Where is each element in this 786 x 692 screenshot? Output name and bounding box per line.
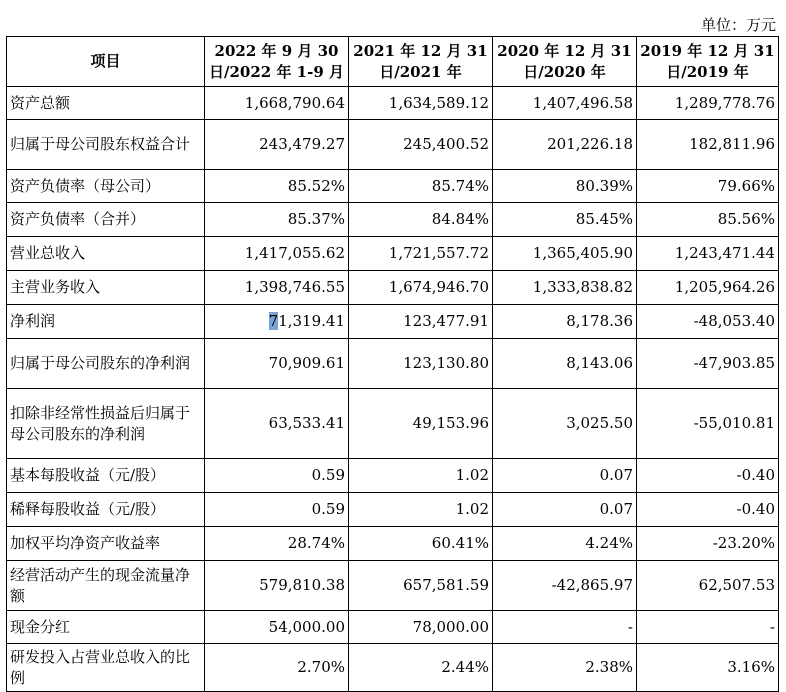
cell-value: 8,178.36 <box>493 305 637 339</box>
row-label: 归属于母公司股东的净利润 <box>7 339 205 389</box>
cell-value: 1,674,946.70 <box>349 271 493 305</box>
table-row <box>7 339 779 389</box>
cell-value: 579,810.38 <box>205 561 349 611</box>
cell-value: 1,398,746.55 <box>205 271 349 305</box>
cell-value: 80.39% <box>493 170 637 203</box>
row-label: 研发投入占营业总收入的比例 <box>7 644 205 692</box>
cell-value: 2.70% <box>205 644 349 692</box>
cell-value: 2.44% <box>349 644 493 692</box>
cell-value: -0.40 <box>637 459 779 493</box>
row-label: 经营活动产生的现金流量净额 <box>7 561 205 611</box>
table-row <box>7 305 779 339</box>
row-label: 扣除非经常性损益后归属于母公司股东的净利润 <box>7 389 205 459</box>
table-row <box>7 120 779 170</box>
cell-value: 1,289,778.76 <box>637 87 779 120</box>
cell-value: 1,721,557.72 <box>349 237 493 271</box>
cell-value: 4.24% <box>493 527 637 561</box>
table-row <box>7 459 779 493</box>
table-row <box>7 271 779 305</box>
cell-value: 1,407,496.58 <box>493 87 637 120</box>
cell-value: 245,400.52 <box>349 120 493 170</box>
cell-value: 3,025.50 <box>493 389 637 459</box>
cell-value: 49,153.96 <box>349 389 493 459</box>
table-row <box>7 611 779 644</box>
table-row <box>7 87 779 120</box>
cell-value: 79.66% <box>637 170 779 203</box>
cell-value: 0.59 <box>205 459 349 493</box>
unit-label: 单位：万元 <box>700 16 776 34</box>
header-col2: 2021 年 12 月 31 日/2021 年 <box>349 37 493 87</box>
row-label: 净利润 <box>7 305 205 339</box>
cell-value: 63,533.41 <box>205 389 349 459</box>
row-label: 基本每股收益（元/股） <box>7 459 205 493</box>
table-row <box>7 389 779 459</box>
cell-value: 70,909.61 <box>205 339 349 389</box>
cell-value: 0.07 <box>493 493 637 527</box>
row-label: 归属于母公司股东权益合计 <box>7 120 205 170</box>
table-row <box>7 237 779 271</box>
table-row <box>7 493 779 527</box>
cell-value: 28.74% <box>205 527 349 561</box>
cell-value: 3.16% <box>637 644 779 692</box>
cell-value: 1,333,838.82 <box>493 271 637 305</box>
cell-value: 1.02 <box>349 493 493 527</box>
cell-value: 123,477.91 <box>349 305 493 339</box>
cell-value: -55,010.81 <box>637 389 779 459</box>
cell-value: 1,668,790.64 <box>205 87 349 120</box>
cell-value: 54,000.00 <box>205 611 349 644</box>
cell-value: 2.38% <box>493 644 637 692</box>
row-label: 稀释每股收益（元/股） <box>7 493 205 527</box>
cell-value: 84.84% <box>349 203 493 237</box>
cell-value: 1,205,964.26 <box>637 271 779 305</box>
row-label: 资产总额 <box>7 87 205 120</box>
cell-value: 60.41% <box>349 527 493 561</box>
cell-value: 0.07 <box>493 459 637 493</box>
header-item: 项目 <box>7 37 205 87</box>
cell-value: -48,053.40 <box>637 305 779 339</box>
cell-value: -42,865.97 <box>493 561 637 611</box>
cell-value: 85.52% <box>205 170 349 203</box>
cell-value: -47,903.85 <box>637 339 779 389</box>
cell-value: 1.02 <box>349 459 493 493</box>
cell-value: 182,811.96 <box>637 120 779 170</box>
cell-value: 62,507.53 <box>637 561 779 611</box>
row-label: 营业总收入 <box>7 237 205 271</box>
cell-value: 1,634,589.12 <box>349 87 493 120</box>
header-col1: 2022 年 9 月 30 日/2022 年 1-9 月 <box>205 37 349 87</box>
table-row <box>7 527 779 561</box>
text-selection-highlight: 7 <box>268 312 279 330</box>
cell-value[interactable] <box>205 305 349 339</box>
cell-value: 0.59 <box>205 493 349 527</box>
cell-value: 78,000.00 <box>349 611 493 644</box>
table-row <box>7 170 779 203</box>
cell-value: - <box>637 611 779 644</box>
row-label: 资产负债率（合并） <box>7 203 205 237</box>
cell-value: 1,365,405.90 <box>493 237 637 271</box>
cell-value: -23.20% <box>637 527 779 561</box>
table-header-row <box>7 37 779 87</box>
cell-value: 85.45% <box>493 203 637 237</box>
table-row <box>7 561 779 611</box>
cell-value: - <box>493 611 637 644</box>
cell-value: 657,581.59 <box>349 561 493 611</box>
cell-value: 85.37% <box>205 203 349 237</box>
cell-value: 243,479.27 <box>205 120 349 170</box>
table-row <box>7 644 779 692</box>
header-col3: 2020 年 12 月 31 日/2020 年 <box>493 37 637 87</box>
row-label: 资产负债率（母公司） <box>7 170 205 203</box>
cell-value: 85.74% <box>349 170 493 203</box>
cell-value: 123,130.80 <box>349 339 493 389</box>
financial-table <box>6 36 779 692</box>
row-label: 现金分红 <box>7 611 205 644</box>
cell-value: -0.40 <box>637 493 779 527</box>
row-label: 加权平均净资产收益率 <box>7 527 205 561</box>
row-label: 主营业务收入 <box>7 271 205 305</box>
cell-value: 201,226.18 <box>493 120 637 170</box>
table-row <box>7 203 779 237</box>
cell-value: 85.56% <box>637 203 779 237</box>
header-col4: 2019 年 12 月 31 日/2019 年 <box>637 37 779 87</box>
cell-value: 8,143.06 <box>493 339 637 389</box>
cell-value-rest: 1,319.41 <box>278 312 345 330</box>
cell-value: 1,243,471.44 <box>637 237 779 271</box>
cell-value: 1,417,055.62 <box>205 237 349 271</box>
